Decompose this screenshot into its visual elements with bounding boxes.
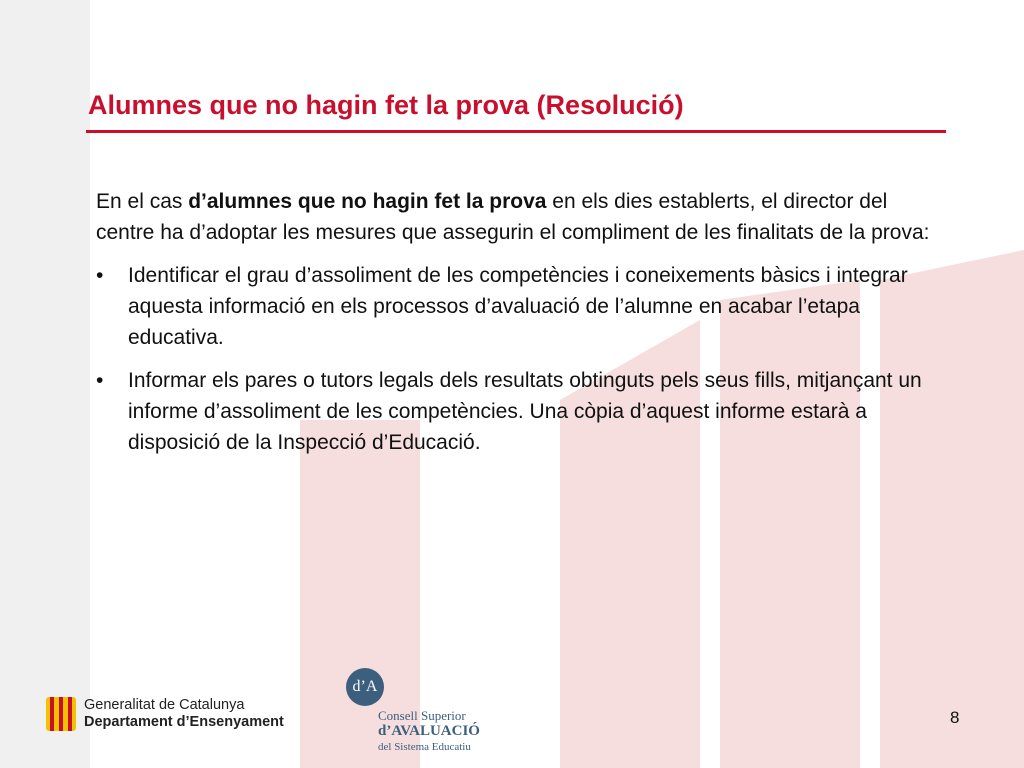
intro-prefix: En el cas [96,190,189,213]
bullet-list [96,260,948,458]
intro-paragraph [96,186,948,248]
csa-line-2: d’AVALUACIÓ [378,723,480,739]
generalitat-name: Generalitat de Catalunya [84,697,245,713]
csa-line-1: Consell Superior [378,708,466,723]
bullet-text: Identificar el grau d’assoliment de les competències i coneixements bàsics i integrar aquesta informació en els processos d’avaluació de l’alumne en acabar l’etapa educativa. [128,264,908,349]
csa-line-3: del Sistema Educatiu [378,741,471,753]
csa-emblem-icon: d’A [346,668,384,706]
csa-logo-block [340,664,490,756]
generalitat-emblem-icon [46,697,76,731]
intro-suffix: en els dies establerts, el director del centre ha d’adoptar les mesures que assegurin el compliment de les finalitats de la prova: [96,190,930,244]
intro-bold: d’alumnes que no hagin fet la prova [188,190,547,213]
bullet-item [96,260,948,353]
page-number: 8 [950,708,960,727]
bullet-item [96,365,948,458]
bullet-marker: • [96,369,104,392]
generalitat-text [84,697,284,731]
slide-body [96,186,948,470]
department-name: Departament d’Ensenyament [84,714,284,730]
bullet-text: Informar els pares o tutors legals dels resultats obtinguts pels seus fills, mitjançant un informe d’assoliment de les competències. Una còpia d’aquest informe estarà a disposició de la Inspecció d’Educació. [128,369,922,454]
generalitat-logo-block [46,697,284,731]
title-underline [86,130,946,133]
slide-title: Alumnes que no hagin fet la prova (Resolució) [88,90,684,120]
bullet-marker: • [96,264,104,287]
